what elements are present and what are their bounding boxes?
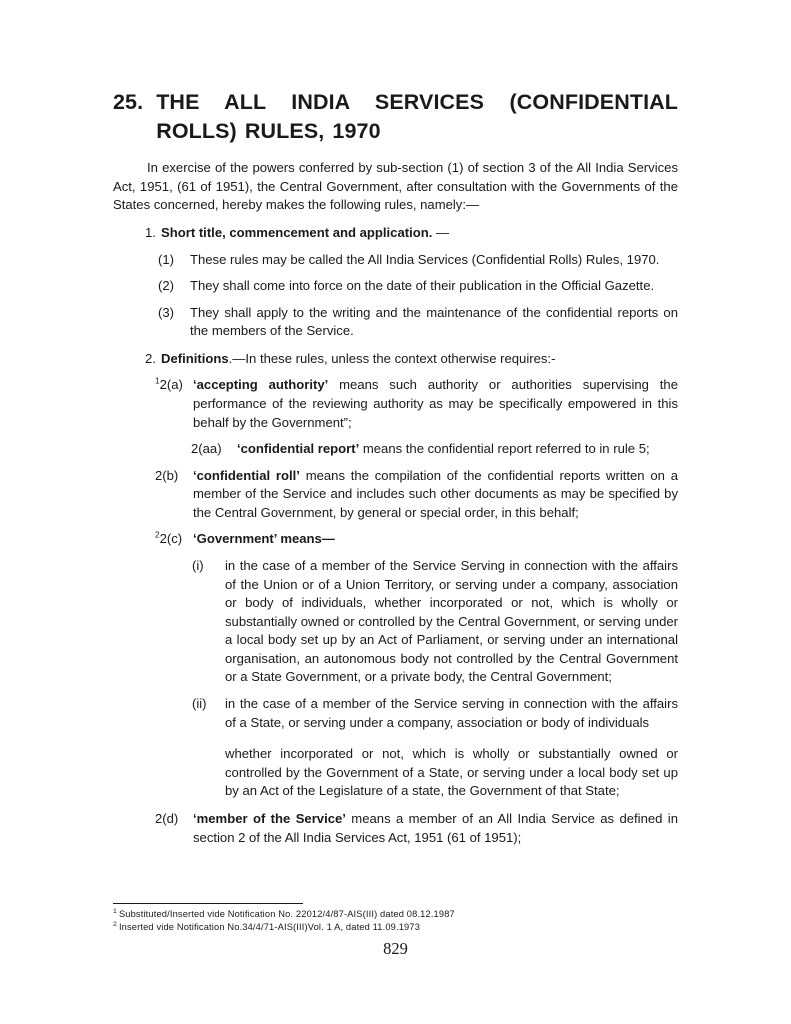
definition-term: ‘member of the Service’ [193, 811, 346, 827]
definition-text: means the compilation of the confidential reports written on a member of the Service and includes such other documents as may be specified by the Central Government, by general or special order, in this behalf; [193, 467, 678, 520]
definition-2d [155, 810, 678, 847]
preamble-paragraph: In exercise of the powers conferred by sub-section (1) of section 3 of the All India Services Act, 1951, (61 of 1951), the Central Government, after consultation with the Governments of the States concerned, hereby makes the following rules, namely:— [113, 160, 678, 213]
clause-text: These rules may be called the All India Services (Confidential Rolls) Rules, 1970. [190, 251, 660, 267]
definition-term: ‘confidential roll’ [193, 467, 300, 483]
rule-2-heading [145, 350, 678, 369]
footnote-marker-1: 1 [155, 377, 160, 387]
definition-2a [155, 376, 678, 432]
page-number: 829 [383, 939, 408, 958]
rule-2-heading-tail: .—In these rules, unless the context otherwise requires:- [228, 350, 556, 366]
rule-1-clause-2 [158, 277, 678, 296]
clause-text: They shall apply to the writing and the maintenance of the confidential reports on the members of the Service. [190, 304, 678, 339]
definition-text: means a member of an All India Service as defined in section 2 of the All India Services Act, 1951 (61 of 1951); [193, 811, 678, 845]
clause-marker: (3) [158, 304, 175, 320]
document-content [113, 88, 678, 855]
rule-1-clause-1 [158, 251, 678, 270]
rule-1-heading [145, 224, 678, 243]
rule-1-heading-text: Short title, commencement and application. [161, 224, 433, 240]
definition-marker: 2(d) [155, 811, 179, 827]
definition-body [193, 467, 678, 523]
definition-2aa [191, 440, 678, 459]
government-subclause-ii [192, 695, 678, 732]
definition-marker: 2(b) [155, 467, 179, 483]
clause-marker: (1) [158, 251, 175, 267]
footnote-2 [113, 921, 678, 934]
title-text: THE ALL INDIA SERVICES (CONFIDENTIAL ROLLS) RULES, 1970 [156, 90, 678, 143]
definition-label: 2(a) [159, 377, 183, 393]
footnote-2-text: Inserted vide Notification No.34/4/71-AIS(III)Vol. 1 A, dated 11.09.1973 [118, 922, 421, 933]
title-number: 25. [113, 90, 144, 114]
rule-2-heading-text: Definitions [161, 350, 229, 366]
subclause-marker: (i) [192, 558, 204, 574]
rule-2-heading-body [161, 350, 678, 369]
definition-term: ‘accepting authority’ [193, 377, 329, 393]
subclause-text: in the case of a member of the Service serving in connection with the affairs of a State, or serving under a company, association or body of individuals [225, 696, 678, 730]
definition-body [193, 530, 678, 549]
rule-1-clause-3 [158, 304, 678, 341]
clause-marker: (2) [158, 278, 175, 294]
rule-1-marker: 1. [145, 224, 156, 240]
rule-2-marker: 2. [145, 350, 156, 366]
footnote-1-ref: 1 [113, 907, 117, 915]
definition-marker [155, 530, 193, 549]
definition-body [193, 810, 678, 847]
definition-text: means such authority or authorities supervising the performance of the reviewing authority as may be specifically empowered in this behalf by the Government”; [193, 377, 678, 430]
clause-text: They shall come into force on the date of their publication in the Official Gazette. [190, 278, 655, 294]
definition-2c [155, 530, 678, 549]
government-continuation-paragraph: whether incorporated or not, which is wholly or substantially owned or controlled by the Government of a State, or serving under a local body set up by an Act of the Legislature of a state, the Government of that State; [225, 746, 678, 799]
footnote-separator [113, 903, 303, 904]
rule-1-heading-body [161, 224, 678, 243]
definition-label: 2(c) [159, 531, 183, 547]
footnote-2-ref: 2 [113, 921, 117, 929]
definition-marker: 2(aa) [191, 441, 222, 457]
rule-1-heading-tail: — [432, 224, 450, 240]
definition-2b [155, 467, 678, 523]
footnote-1 [113, 908, 678, 921]
definition-body [193, 376, 678, 432]
footnote-marker-2: 2 [155, 531, 160, 541]
definition-body [237, 440, 678, 459]
government-subclause-i [192, 557, 678, 687]
subclause-text: in the case of a member of the Service Serving in connection with the affairs of the Union or of a Union Territory, or serving under a company, association or body of individuals, whether incorporated or not, which is wholly or substantially owned or controlled by the Central Government, or serving under a local body set up by an Act of Parliament, or serving under an international organisation, an autonomous body not controlled by the Central Government or a State Government, or a private body, the Central Government; [225, 558, 678, 685]
footnote-section [113, 903, 678, 935]
footnote-1-text: Substituted/Inserted vide Notification No. 22012/4/87-AIS(III) dated 08.12.1987 [118, 909, 455, 919]
definition-marker [155, 376, 193, 395]
definition-text: means the confidential report referred to in rule 5; [359, 441, 650, 457]
page-title [113, 88, 678, 145]
definition-term: ‘Government’ means— [193, 531, 335, 547]
subclause-marker: (ii) [192, 696, 207, 712]
definition-term: ‘confidential report’ [237, 441, 360, 457]
